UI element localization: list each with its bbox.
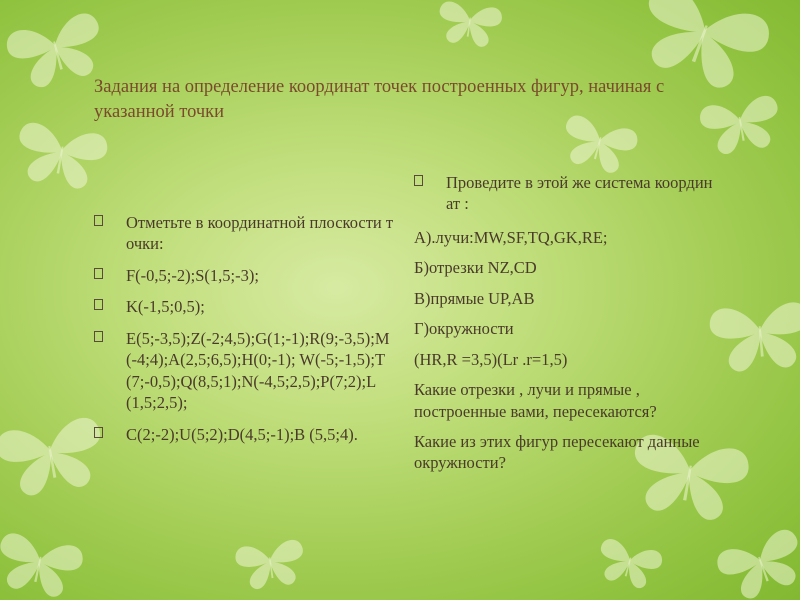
- square-bullet-icon: [94, 268, 103, 279]
- list-item: [94, 265, 394, 286]
- butterfly-decoration: [0, 531, 85, 600]
- list-item-text: Отметьте в координатной плоскости точки:: [126, 213, 394, 254]
- square-bullet-icon: [94, 331, 103, 342]
- question-line: Какие из этих фигур пересекают данные окружности?: [414, 431, 700, 473]
- butterfly-decoration: [714, 526, 800, 600]
- task-line: Б)отрезки NZ,CD: [414, 258, 537, 278]
- list-item: [94, 212, 394, 255]
- square-bullet-icon: [94, 215, 103, 226]
- butterfly-decoration: [234, 539, 307, 592]
- butterfly-decoration: [12, 121, 109, 193]
- right-column: [414, 172, 714, 483]
- list-item: [414, 172, 714, 215]
- butterfly-decoration: [708, 301, 800, 374]
- list-item-text: F(-0,5;-2);S(1,5;-3);: [126, 265, 259, 285]
- list-item-text: Проведите в этой же система координат :: [446, 173, 713, 214]
- square-bullet-icon: [414, 175, 423, 186]
- butterfly-decoration: [593, 537, 664, 592]
- left-column: [94, 212, 394, 455]
- question-line: Какие отрезки , лучи и прямые , построенные вами, пересекаются?: [414, 380, 657, 421]
- butterfly-decoration: [435, 0, 503, 49]
- list-item-text: C(2;-2);U(5;2);D(4,5;-1);B (5,5;4).: [126, 424, 358, 444]
- task-line: (HR,R =3,5)(Lr .r=1,5): [414, 349, 568, 369]
- task-line: А).лучи:MW,SF,TQ,GK,RE;: [414, 227, 608, 247]
- list-item: [94, 296, 394, 317]
- list-item: [94, 424, 394, 445]
- slide-title: Задания на определение координат точек построенных фигур, начиная с указанной точки: [94, 77, 665, 122]
- list-item: [94, 328, 394, 414]
- list-item-text: E(5;-3,5);Z(-2;4,5);G(1;-1);R(9;-3,5);M(-4;4);A(2,5;6,5);H(0;-1); W(-5;-1,5);T(7;-0,5);Q(8,5;1);N(-4,5;2,5);P(7;2);L(1,5;2,5);: [126, 328, 390, 413]
- square-bullet-icon: [94, 427, 103, 438]
- square-bullet-icon: [94, 299, 103, 310]
- task-line: Г)окружности: [414, 319, 514, 339]
- list-item-text: K(-1,5;0,5);: [126, 297, 205, 317]
- butterfly-decoration: [0, 415, 109, 500]
- task-line: В)прямые UP,AB: [414, 288, 535, 308]
